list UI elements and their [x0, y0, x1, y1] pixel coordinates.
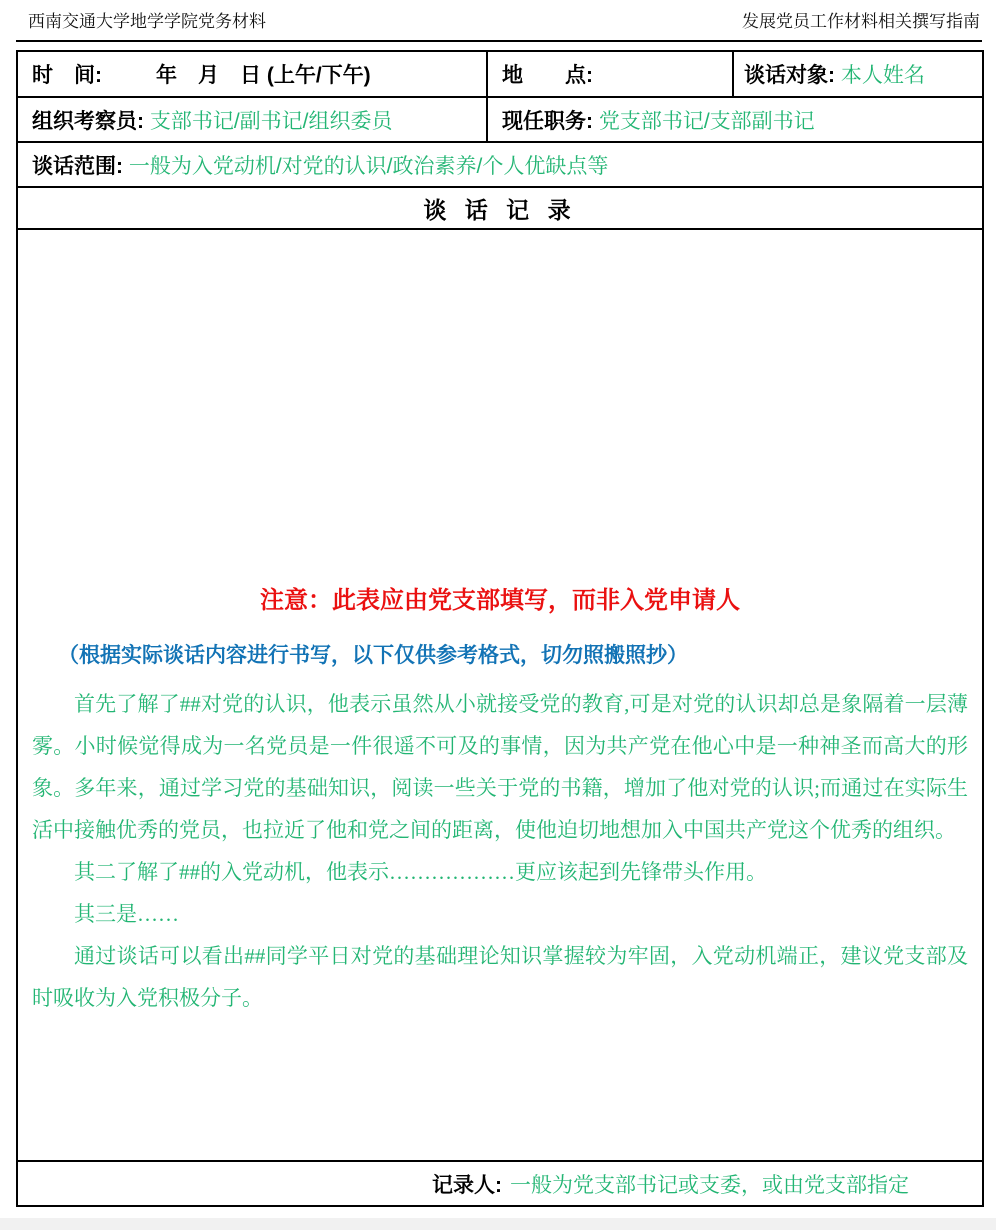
- row-time-place-subject: [17, 51, 983, 97]
- cell-place: [487, 51, 733, 97]
- place-label: 地 点:: [502, 64, 593, 87]
- row-record-title: [17, 187, 983, 229]
- time-label: 时 间:: [32, 64, 102, 87]
- record-body: [32, 683, 968, 1019]
- row-scope: [17, 142, 983, 187]
- record-paragraph: 其三是……: [74, 901, 179, 926]
- cell-time: [17, 51, 487, 97]
- conversation-record-form: [16, 50, 984, 1207]
- record-paragraph: 其二了解了##的入党动机，他表示………………更应该起到先锋带头作用。: [74, 859, 767, 884]
- position-value: 党支部书记/支部副书记: [598, 109, 815, 133]
- cell-record-title: [17, 187, 983, 229]
- cell-recorder: [17, 1161, 983, 1206]
- row-recorder: [17, 1161, 983, 1206]
- record-paragraph: 首先了解了##对党的认识，他表示虽然从小就接受党的教育,可是对党的认识却总是象隔着一层薄雾。小时候觉得成为一名党员是一件很遥不可及的事情，因为共产党在他心中是一种神圣而高大的形象。多年来，通过学习党的基础知识，阅读一些关于党的书籍，增加了他对党的认识;而通过在实际生活中接触优秀的党员，也拉近了他和党之间的距离，使他迫切地想加入中国共产党这个优秀的组织。: [32, 691, 968, 842]
- cell-examiner: [17, 97, 487, 142]
- examiner-value: 支部书记/副书记/组织委员: [149, 109, 393, 133]
- record-title: 谈 话 记 录: [423, 196, 577, 223]
- header-left-text: 西南交通大学地学学院党务材料: [28, 12, 266, 31]
- page-bottom-edge: [0, 1218, 996, 1230]
- row-examiner-position: [17, 97, 983, 142]
- time-value: 年 月 日 (上午/下午): [156, 64, 371, 87]
- scope-label: 谈话范围:: [32, 154, 123, 178]
- recorder-label: 记录人:: [432, 1173, 502, 1197]
- cell-subject: [733, 51, 983, 97]
- running-header: [0, 0, 996, 33]
- notice-red-text: 注意：此表应由党支部填写，而非入党申请人: [260, 587, 740, 614]
- header-right-text: 发展党员工作材料相关撰写指南: [742, 12, 980, 31]
- scope-value: 一般为入党动机/对党的认识/政治素养/个人优缺点等: [128, 154, 609, 178]
- cell-position: [487, 97, 983, 142]
- header-divider: [16, 40, 982, 42]
- examiner-label: 组织考察员:: [32, 109, 144, 133]
- record-paragraph: 通过谈话可以看出##同学平日对党的基础理论知识掌握较为牢固，入党动机端正，建议党支部及时吸收为入党积极分子。: [32, 943, 968, 1010]
- notice-format-text: （根据实际谈话内容进行书写，以下仅供参考格式，切勿照搬照抄）: [58, 643, 688, 667]
- subject-value: 本人姓名: [840, 64, 925, 87]
- recorder-value: 一般为党支部书记或支委，或由党支部指定: [510, 1173, 909, 1197]
- position-label: 现任职务:: [502, 109, 593, 133]
- cell-scope: [17, 142, 983, 187]
- subject-label: 谈话对象:: [744, 64, 835, 87]
- record-content-cell: [17, 229, 983, 1161]
- row-record-content: [17, 229, 983, 1161]
